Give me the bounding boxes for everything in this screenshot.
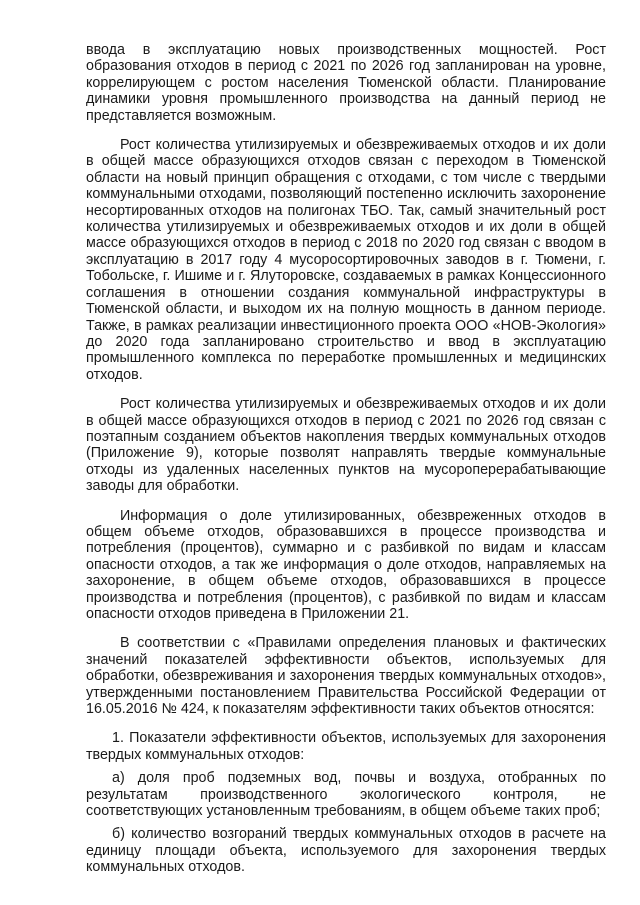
- paragraph-indicator-a: а) доля проб подземных вод, почвы и воздуха, отобранных по результатам производственного экологического контроля, не соответствующих установленным требованиям, в общем объеме таких проб;: [86, 770, 606, 820]
- document-body: [86, 42, 606, 889]
- paragraph-waste-growth-2018-2020: Рост количества утилизируемых и обезвреживаемых отходов и их доли в общей массе образующихся отходов связан с переходом в Тюменской области на новый принцип обращения с отходами, с том числе с твердыми коммунальными отходами, позволяющий постепенно исключить захоронение несортированных отходов на полигонах ТБО. Так, самый значительный рост количества утилизируемых и обезвреживаемых отходов и их доли в общей массе образующихся отходов в период с 2018 по 2020 год связан с вводом в эксплуатацию в 2017 году 4 мусоросортировочных заводов в г. Тюмени, г. Тобольске, г. Ишиме и г. Ялуторовске, создаваемых в рамках Концессионного соглашения в отношении создания коммунальной инфраструктуры в Тюменской области, и выходом их на полную мощность в данном периоде. Также, в рамках реализации инвестиционного проекта ООО «НОВ-Экология» до 2020 года запланировано строительство и ввод в эксплуатацию промышленного комплекса по переработке промышленных и медицинских отходов.: [86, 137, 606, 383]
- paragraph-continuation: ввода в эксплуатацию новых производственных мощностей. Рост образования отходов в период с 2021 по 2026 год запланирован на уровне, коррелирующем с ростом населения Тюменской области. Планирование динамики уровня промышленного производства на данный период не представляется возможным.: [86, 42, 606, 124]
- paragraph-appendix-21-info: Информация о доле утилизированных, обезвреженных отходов в общем объеме отходов, образовавшихся в процессе производства и потребления (процентов), суммарно и с разбивкой по видам и классам опасности отходов, а так же информация о доле отходов, направляемых на захоронение, в общем объеме отходов, образовавшихся в процессе производства и потребления (процентов), с разбивкой по видам и классам опасности отходов приведена в Приложении 21.: [86, 507, 606, 622]
- paragraph-indicator-b: б) количество возгораний твердых коммунальных отходов в расчете на единицу площади объекта, используемого для захоронения твердых коммунальных отходов.: [86, 826, 606, 876]
- paragraph-efficiency-rules: В соответствии с «Правилами определения плановых и фактических значений показателей эффективности объектов, используемых для обработки, обезвреживания и захоронения твердых коммунальных отходов», утвержденными постановлением Правительства Российской Федерации от 16.05.2016 № 424, к показателям эффективности таких объектов относятся:: [86, 635, 606, 718]
- paragraph-indicators-heading: 1. Показатели эффективности объектов, используемых для захоронения твердых коммунальных отходов:: [86, 730, 606, 763]
- paragraph-waste-growth-2021-2026: Рост количества утилизируемых и обезвреживаемых отходов и их доли в общей массе образующихся отходов в период с 2021 по 2026 год связан с поэтапным созданием объектов накопления твердых коммунальных отходов (Приложение 9), которые позволят направлять твердые коммунальные отходы из удаленных населенных пунктов на мусороперерабатывающие заводы для обработки.: [86, 396, 606, 495]
